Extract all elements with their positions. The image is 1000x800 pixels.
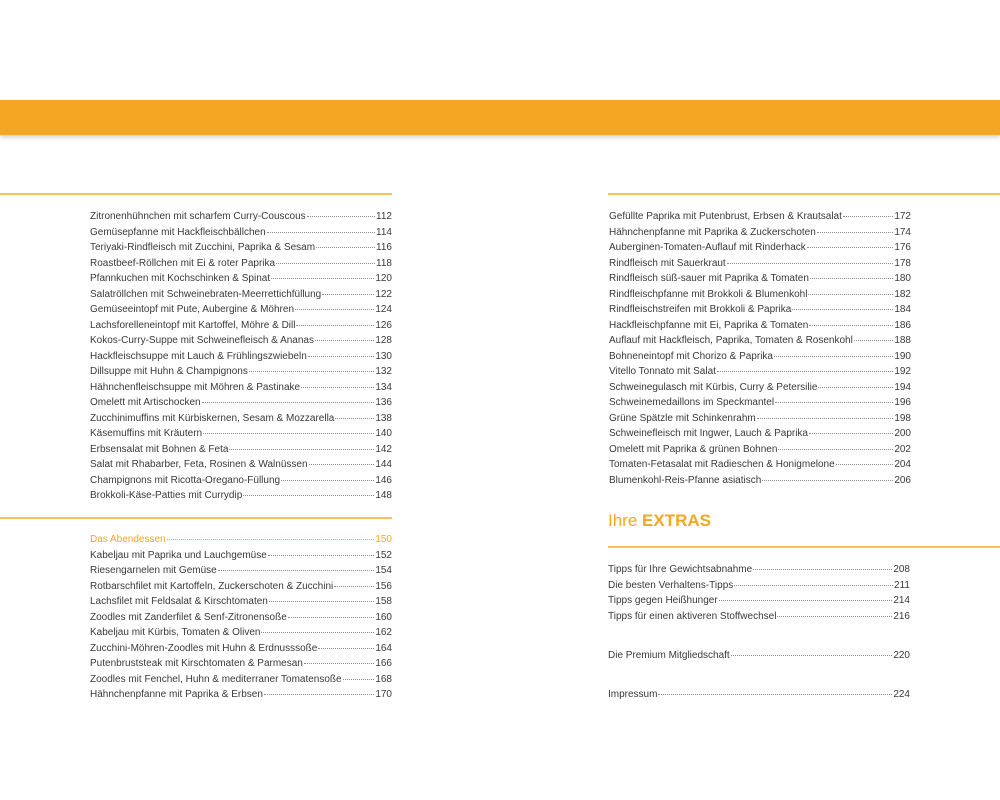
toc-leader-dots — [775, 402, 893, 403]
toc-leader-dots — [307, 216, 375, 217]
toc-entry[interactable] — [90, 240, 392, 256]
toc-leader-dots — [774, 356, 893, 357]
toc-entry[interactable] — [609, 395, 911, 411]
toc-entry-title: Vitello Tonnato mit Salat — [609, 366, 716, 377]
toc-entry-title: Das Abendessen — [90, 534, 166, 545]
toc-leader-dots — [762, 480, 893, 481]
toc-entry-page: 168 — [375, 673, 392, 685]
toc-entry-page: 112 — [376, 211, 392, 222]
toc-leader-dots — [203, 433, 374, 434]
toc-entry[interactable] — [609, 411, 911, 427]
toc-entry-page: 134 — [375, 381, 392, 393]
toc-entry-title: Zucchini-Möhren-Zoodles mit Huhn & Erdnusssoße — [90, 642, 318, 654]
toc-entry[interactable] — [609, 240, 911, 256]
toc-entry-title: Gemüseeintopf mit Pute, Aubergine & Möhren — [90, 304, 295, 315]
toc-entry-title: Dillsuppe mit Huhn & Champignons — [90, 366, 248, 377]
toc-entry[interactable] — [90, 209, 392, 225]
toc-leader-dots — [843, 216, 893, 217]
toc-entry-page: 138 — [375, 412, 392, 424]
toc-entry-page: 186 — [894, 319, 911, 331]
toc-leader-dots — [229, 449, 374, 450]
extras-heading-bold: EXTRAS — [642, 511, 711, 530]
toc-entry[interactable] — [90, 656, 392, 672]
toc-entry[interactable] — [90, 364, 392, 380]
toc-leader-dots — [719, 600, 893, 601]
toc-section-entry[interactable] — [90, 532, 392, 548]
toc-entry-page: 162 — [375, 627, 392, 638]
toc-entry-title: Omelett mit Artischocken — [90, 397, 201, 408]
toc-entry[interactable] — [90, 271, 392, 287]
toc-extras-tips — [608, 562, 910, 624]
toc-leader-dots — [167, 539, 375, 540]
toc-entry-page: 204 — [894, 459, 911, 470]
toc-entry-title: Tomaten-Fetasalat mit Radieschen & Honigmelone — [609, 459, 835, 470]
extras-heading-light: Ihre — [608, 511, 643, 530]
toc-entry-title: Schweinegulasch mit Kürbis, Curry & Petersilie — [609, 381, 818, 393]
toc-entry[interactable] — [90, 625, 392, 641]
toc-leader-dots — [295, 309, 374, 310]
toc-entry[interactable] — [609, 287, 911, 303]
toc-leader-dots — [753, 569, 892, 570]
toc-leader-dots — [316, 247, 375, 248]
toc-entry-title: Auberginen-Tomaten-Auflauf mit Rinderhack — [609, 242, 806, 253]
toc-entry-page: 122 — [375, 288, 392, 300]
toc-leader-dots — [318, 648, 374, 649]
toc-entry-title: Hähnchenpfanne mit Paprika & Erbsen — [90, 689, 263, 700]
toc-entry[interactable] — [90, 610, 392, 626]
divider-left-mid — [0, 517, 392, 519]
toc-entry[interactable] — [90, 302, 392, 318]
toc-entry-title: Rindfleisch süß-sauer mit Paprika & Tomaten — [609, 273, 809, 284]
toc-entry-page: 156 — [375, 580, 392, 592]
toc-entry[interactable] — [609, 473, 911, 489]
toc-entry[interactable] — [90, 349, 392, 365]
toc-entry-page: 190 — [894, 350, 911, 362]
toc-entry-title: Kabeljau mit Kürbis, Tomaten & Oliven — [90, 627, 261, 638]
toc-entry-page: 206 — [894, 474, 911, 486]
toc-entry[interactable] — [609, 457, 911, 473]
toc-entry[interactable] — [90, 411, 392, 427]
toc-entry-title: Zitronenhühnchen mit scharfem Curry-Couscous — [90, 211, 306, 222]
toc-leader-dots — [836, 464, 894, 465]
toc-entry-page: 216 — [893, 610, 910, 622]
toc-entry-title: Hackfleischsuppe mit Lauch & Frühlingszwiebeln — [90, 350, 307, 362]
toc-entry[interactable] — [90, 442, 392, 458]
toc-entry[interactable] — [90, 333, 392, 349]
toc-entry-page: 124 — [375, 304, 392, 315]
toc-entry-title: Teriyaki-Rindfleisch mit Zucchini, Paprika & Sesam — [90, 242, 316, 253]
toc-leader-dots — [777, 616, 892, 617]
toc-leader-dots — [807, 247, 894, 248]
toc-entry-title: Riesengarnelen mit Gemüse — [90, 565, 217, 576]
toc-entry-title: Lachsfilet mit Feldsalat & Kirschtomaten — [90, 596, 268, 607]
toc-leader-dots — [268, 555, 375, 556]
toc-entry[interactable] — [609, 225, 911, 241]
toc-entry-title: Kabeljau mit Paprika und Lauchgemüse — [90, 549, 267, 561]
toc-entry-title: Omelett mit Paprika & grünen Bohnen — [609, 443, 778, 455]
toc-leader-dots — [301, 387, 374, 388]
toc-entry-page: 164 — [375, 642, 392, 654]
toc-entry-title: Gefüllte Paprika mit Putenbrust, Erbsen & Krautsalat — [609, 211, 842, 222]
toc-entry[interactable] — [608, 609, 910, 625]
toc-entry[interactable] — [609, 380, 911, 396]
toc-entry-page: 136 — [375, 397, 392, 408]
toc-entry-title: Salat mit Rhabarber, Feta, Rosinen & Walnüssen — [90, 459, 308, 470]
toc-entry-title: Champignons mit Ricotta-Oregano-Füllung — [90, 474, 281, 486]
toc-entry[interactable] — [609, 426, 911, 442]
toc-entry-title: Auflauf mit Hackfleisch, Paprika, Tomaten & Rosenkohl — [609, 335, 853, 346]
toc-entry-page: 120 — [375, 273, 392, 284]
toc-entry[interactable] — [609, 209, 911, 225]
toc-entry[interactable] — [90, 641, 392, 657]
toc-leader-dots — [308, 356, 375, 357]
toc-entry[interactable] — [608, 562, 910, 578]
toc-entry-title: Zoodles mit Zanderfilet & Senf-Zitronensoße — [90, 611, 287, 623]
toc-entry[interactable] — [609, 271, 911, 287]
toc-entry[interactable] — [90, 687, 392, 703]
toc-entry-page: 118 — [376, 257, 392, 269]
toc-entry-page: 174 — [894, 226, 911, 238]
toc-entry[interactable] — [90, 395, 392, 411]
toc-entry-title: Hackfleischpfanne mit Ei, Paprika & Tomaten — [609, 319, 809, 331]
toc-entry-title: Tipps für einen aktiveren Stoffwechsel — [608, 610, 777, 622]
toc-entry-page: 202 — [894, 443, 911, 455]
toc-entry-title: Rindfleischstreifen mit Brokkoli & Paprika — [609, 304, 792, 315]
toc-leader-dots — [296, 325, 374, 326]
toc-entry-page: 182 — [894, 288, 911, 300]
toc-entry-page: 180 — [894, 273, 911, 284]
toc-entry-title: Die Premium Mitgliedschaft — [608, 650, 730, 661]
toc-entry[interactable] — [608, 687, 910, 703]
toc-entry-page: 200 — [894, 428, 911, 439]
toc-entry[interactable] — [609, 333, 911, 349]
toc-leader-dots — [809, 433, 893, 434]
toc-entry[interactable] — [90, 426, 392, 442]
toc-entry-title: Zoodles mit Fenchel, Huhn & mediterraner Tomatensoße — [90, 673, 342, 685]
toc-entry[interactable] — [90, 457, 392, 473]
toc-leader-dots — [757, 418, 894, 419]
toc-entry-title: Zucchinimuffins mit Kürbiskernen, Sesam & Mozzarella — [90, 412, 335, 424]
toc-leader-dots — [202, 402, 375, 403]
toc-entry[interactable] — [609, 256, 911, 272]
toc-leader-dots — [304, 663, 374, 664]
toc-entry-page: 150 — [375, 534, 392, 545]
toc-entry-title: Tipps gegen Heißhunger — [608, 595, 718, 606]
divider-left-top — [0, 193, 392, 195]
toc-entry[interactable] — [608, 648, 910, 664]
toc-entry-title: Roastbeef-Röllchen mit Ei & roter Paprika — [90, 257, 276, 269]
toc-leader-dots — [792, 309, 893, 310]
toc-leader-dots — [249, 371, 374, 372]
toc-entry-title: Rotbarschfilet mit Kartoffeln, Zuckerschoten & Zucchini — [90, 580, 334, 592]
toc-entry-page: 126 — [375, 319, 392, 331]
toc-entry-page: 144 — [375, 459, 392, 470]
toc-entry-page: 130 — [375, 350, 392, 362]
toc-leader-dots — [335, 418, 374, 419]
toc-entry[interactable] — [90, 488, 392, 504]
toc-entry[interactable] — [609, 364, 911, 380]
toc-left-top — [90, 209, 392, 504]
toc-entry-page: 152 — [375, 549, 392, 561]
toc-entry[interactable] — [609, 349, 911, 365]
toc-leader-dots — [343, 679, 375, 680]
toc-entry-title: Käsemuffins mit Kräutern — [90, 428, 203, 439]
toc-entry[interactable] — [90, 473, 392, 489]
toc-entry-page: 192 — [894, 366, 911, 377]
toc-entry-page: 160 — [375, 611, 392, 623]
toc-leader-dots — [818, 387, 893, 388]
toc-leader-dots — [288, 617, 375, 618]
toc-leader-dots — [269, 601, 374, 602]
toc-leader-dots — [727, 263, 894, 264]
toc-entry-title: Tipps für Ihre Gewichtsabnahme — [608, 564, 753, 575]
toc-entry-page: 146 — [375, 474, 392, 486]
toc-entry[interactable] — [90, 318, 392, 334]
toc-entry-title: Hähnchenpfanne mit Paprika & Zuckerschoten — [609, 226, 816, 238]
toc-entry-page: 184 — [894, 304, 911, 315]
toc-entry-page: 176 — [894, 242, 911, 253]
toc-entry[interactable] — [90, 380, 392, 396]
toc-entry-page: 158 — [375, 596, 392, 607]
toc-entry[interactable] — [608, 578, 910, 594]
toc-entry-title: Blumenkohl-Reis-Pfanne asiatisch — [609, 474, 762, 486]
toc-entry-page: 211 — [894, 579, 910, 591]
toc-entry-title: Putenbruststeak mit Kirschtomaten & Parmesan — [90, 658, 303, 669]
divider-right-top — [608, 193, 1000, 195]
toc-entry[interactable] — [90, 287, 392, 303]
toc-entry[interactable] — [90, 256, 392, 272]
toc-leader-dots — [817, 232, 894, 233]
toc-leader-dots — [778, 449, 893, 450]
toc-entry-title: Pfannkuchen mit Kochschinken & Spinat — [90, 273, 271, 284]
toc-leader-dots — [243, 495, 374, 496]
toc-entry-page: 166 — [375, 658, 392, 669]
toc-leader-dots — [261, 632, 374, 633]
toc-entry-page: 148 — [375, 490, 392, 501]
toc-entry-title: Rindfleischpfanne mit Brokkoli & Blumenkohl — [609, 288, 808, 300]
toc-entry-page: 116 — [376, 242, 392, 253]
toc-entry[interactable] — [90, 548, 392, 564]
toc-left-bottom — [90, 532, 392, 703]
toc-entry-title: Gemüsepfanne mit Hackfleischbällchen — [90, 226, 266, 238]
divider-extras — [608, 546, 1000, 548]
toc-entry-title: Kokos-Curry-Suppe mit Schweinefleisch & Ananas — [90, 335, 314, 346]
toc-entry-title: Grüne Spätzle mit Schinkenrahm — [609, 412, 756, 424]
toc-entry-page: 198 — [894, 412, 911, 424]
toc-entry-page: 154 — [375, 565, 392, 576]
toc-entry-page: 214 — [893, 595, 910, 606]
toc-entry[interactable] — [90, 579, 392, 595]
toc-entry[interactable] — [90, 672, 392, 688]
toc-entry[interactable] — [609, 302, 911, 318]
toc-leader-dots — [281, 480, 374, 481]
toc-leader-dots — [809, 325, 893, 326]
toc-leader-dots — [717, 371, 893, 372]
toc-entry-page: 142 — [375, 443, 392, 455]
toc-leader-dots — [267, 232, 375, 233]
toc-leader-dots — [854, 340, 893, 341]
toc-entry-page: 172 — [894, 211, 911, 222]
toc-entry[interactable] — [90, 563, 392, 579]
toc-entry-page: 132 — [375, 366, 392, 377]
toc-leader-dots — [731, 655, 893, 656]
toc-entry-page: 188 — [894, 335, 911, 346]
toc-leader-dots — [309, 464, 375, 465]
toc-leader-dots — [734, 585, 893, 586]
toc-leader-dots — [322, 294, 374, 295]
toc-entry-page: 170 — [375, 689, 392, 700]
toc-entry[interactable] — [609, 318, 911, 334]
toc-entry-page: 196 — [894, 397, 911, 408]
toc-leader-dots — [264, 694, 374, 695]
toc-entry-page: 220 — [893, 650, 910, 661]
toc-entry-title: Erbsensalat mit Bohnen & Feta — [90, 443, 229, 455]
toc-entry[interactable] — [90, 594, 392, 610]
toc-entry-title: Schweinefleisch mit Ingwer, Lauch & Paprika — [609, 428, 808, 439]
toc-entry-title: Brokkoli-Käse-Patties mit Currydip — [90, 490, 243, 501]
toc-entry[interactable] — [608, 593, 910, 609]
toc-entry-title: Rindfleisch mit Sauerkraut — [609, 257, 726, 269]
toc-leader-dots — [658, 694, 892, 695]
toc-leader-dots — [276, 263, 375, 264]
toc-extras-premium — [608, 648, 910, 664]
toc-extras-impressum — [608, 687, 910, 703]
toc-entry[interactable] — [609, 442, 911, 458]
toc-entry-page: 140 — [375, 428, 392, 439]
toc-entry-page: 114 — [376, 226, 392, 238]
toc-leader-dots — [334, 586, 374, 587]
toc-entry-title: Schweinemedaillons im Speckmantel — [609, 397, 775, 408]
toc-entry[interactable] — [90, 225, 392, 241]
toc-leader-dots — [315, 340, 374, 341]
toc-entry-page: 208 — [893, 564, 910, 575]
toc-entry-title: Lachsforelleneintopf mit Kartoffel, Möhre & Dill — [90, 319, 296, 331]
header-band — [0, 100, 1000, 135]
toc-entry-title: Bohneneintopf mit Chorizo & Paprika — [609, 350, 773, 362]
toc-entry-title: Hähnchenfleischsuppe mit Möhren & Pastinake — [90, 381, 301, 393]
toc-leader-dots — [271, 278, 374, 279]
toc-entry-page: 194 — [894, 381, 911, 393]
extras-heading — [608, 511, 711, 531]
toc-leader-dots — [218, 570, 375, 571]
toc-entry-title: Salatröllchen mit Schweinebraten-Meerrettichfüllung — [90, 288, 322, 300]
toc-entry-title: Impressum — [608, 689, 658, 700]
toc-leader-dots — [810, 278, 893, 279]
toc-entry-title: Die besten Verhaltens-Tipps — [608, 579, 734, 591]
toc-entry-page: 224 — [893, 689, 910, 700]
toc-leader-dots — [808, 294, 893, 295]
toc-right-top — [609, 209, 911, 488]
toc-entry-page: 178 — [894, 257, 911, 269]
toc-entry-page: 128 — [375, 335, 392, 346]
